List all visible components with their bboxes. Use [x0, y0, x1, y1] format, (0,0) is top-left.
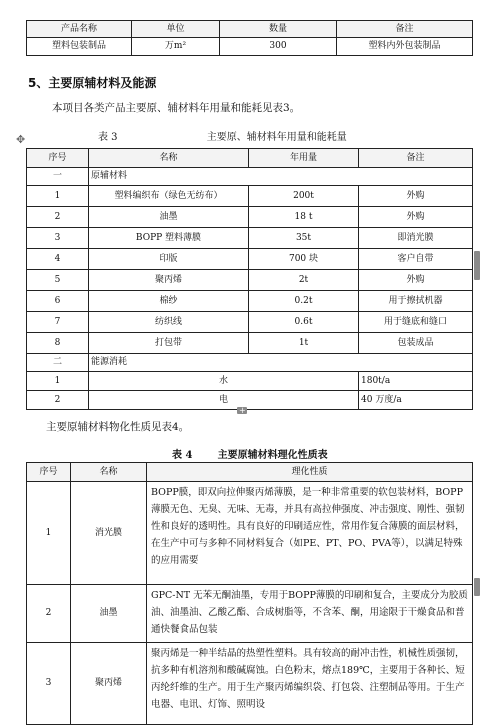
- header-cell: 序号: [27, 149, 89, 168]
- table-cell: 8: [27, 333, 89, 354]
- header-cell: 备注: [359, 149, 473, 168]
- table-cell: 200t: [249, 186, 359, 207]
- table-cell: BOPP膜，即双向拉伸聚丙烯薄膜，是一种非常重要的软包装材料，BOPP薄膜无色、无臭、无味、无毒，并具有高拉伸强度、冲击强度、刚性、强韧性和良好的透明性。具有良好的印刷适应性，常用作复合薄膜的面层材料，在生产中可与多种不同材料复合（如PE、PT、PO、PVA等），以满足特殊的应用需要: [147, 482, 473, 585]
- table-cell: 6: [27, 291, 89, 312]
- table-cell: 聚丙烯是一种半结晶的热塑性塑料。具有较高的耐冲击性，机械性质强韧，抗多种有机溶剂和酸碱腐蚀。白色粉末，熔点189℃，主要用于各种长、短丙纶纤维的生产。用于生产聚丙烯编织袋、打包袋、注塑制品等用。于生产电器、电讯、灯饰、照明设: [147, 643, 473, 725]
- table3-caption: [98, 128, 438, 143]
- table4-caption-number: 表 4: [172, 450, 193, 461]
- table-cell: 1: [27, 186, 89, 207]
- header-cell: 备注: [337, 21, 473, 38]
- table-cell: 18 t: [249, 207, 359, 228]
- table-row: [27, 291, 473, 312]
- table-cell: 1: [27, 372, 89, 391]
- table4-caption: [172, 446, 472, 461]
- table-cell: 300: [220, 38, 337, 56]
- table-cell: 0.2t: [249, 291, 359, 312]
- table-cell: 0.6t: [249, 312, 359, 333]
- header-cell: 年用量: [249, 149, 359, 168]
- table-row: [27, 585, 473, 643]
- table-cell: 一: [27, 168, 89, 186]
- table-cell: 打包带: [89, 333, 249, 354]
- table-cell: 棉纱: [89, 291, 249, 312]
- properties-table: [26, 462, 473, 725]
- table-cell: 即消光膜: [359, 228, 473, 249]
- table-cell: 电: [89, 391, 359, 410]
- table-cell: 40 万度/a: [359, 391, 473, 410]
- table-cell: GPC-NT 无苯无酮油墨，专用于BOPP薄膜的印刷和复合，主要成分为胶质油、油墨油、乙酸乙酯、合成树脂等，不含苯、酮，用途限于干燥食品和普通快餐食品包装: [147, 585, 473, 643]
- table-row: [27, 207, 473, 228]
- header-cell: 理化性质: [147, 463, 473, 482]
- column-insert-handle-icon[interactable]: [474, 262, 480, 280]
- product-table: [26, 20, 473, 56]
- table-cell: 1t: [249, 333, 359, 354]
- table-row: [27, 168, 473, 186]
- table3-caption-number: 表 3: [98, 132, 118, 143]
- section-title: 5、主要原辅材料及能源: [28, 76, 157, 90]
- table-cell: 外购: [359, 186, 473, 207]
- column-insert-handle-icon[interactable]: [474, 578, 480, 596]
- header-cell: 名称: [89, 149, 249, 168]
- materials-table-header: [27, 149, 473, 168]
- table-cell: BOPP 塑料薄膜: [89, 228, 249, 249]
- intro-paragraph: 本项目各类产品主要原、辅材料年用量和能耗见表3。: [52, 102, 301, 114]
- table-cell: 用于缝底和缝口: [359, 312, 473, 333]
- table-row: [27, 270, 473, 291]
- table-cell: 7: [27, 312, 89, 333]
- table-cell: 塑料包装制品: [27, 38, 132, 56]
- table-cell: 包装成品: [359, 333, 473, 354]
- table-cell: 纺织线: [89, 312, 249, 333]
- intro2-paragraph: 主要原辅材料物化性质见表4。: [46, 421, 190, 433]
- table-cell: 2: [27, 207, 89, 228]
- table-cell: 2: [27, 391, 89, 410]
- table-cell: 5: [27, 270, 89, 291]
- header-cell: 数量: [220, 21, 337, 38]
- materials-table: [26, 148, 473, 410]
- table-row: [27, 333, 473, 354]
- add-row-icon[interactable]: +: [239, 406, 246, 415]
- table-cell: 客户自带: [359, 249, 473, 270]
- table-row: [27, 372, 473, 391]
- table-cell: 2t: [249, 270, 359, 291]
- table-cell: 塑料编织布（绿色无纺布）: [89, 186, 249, 207]
- table-cell: 用于擦拭机器: [359, 291, 473, 312]
- header-cell: 单位: [132, 21, 220, 38]
- table-cell: 消光膜: [71, 482, 147, 585]
- table-row: [27, 354, 473, 372]
- table-row: [27, 312, 473, 333]
- product-table-header: [27, 21, 473, 38]
- table-cell: 水: [89, 372, 359, 391]
- table-cell: 能源消耗: [89, 354, 473, 372]
- table-row: [27, 38, 473, 56]
- table-cell: 180t/a: [359, 372, 473, 391]
- table-cell: 1: [27, 482, 71, 585]
- table-cell: 聚丙烯: [89, 270, 249, 291]
- header-cell: 产品名称: [27, 21, 132, 38]
- table-cell: 油墨: [71, 585, 147, 643]
- header-cell: 序号: [27, 463, 71, 482]
- table-cell: 油墨: [89, 207, 249, 228]
- table-cell: 35t: [249, 228, 359, 249]
- table3-caption-title: 主要原、辅材料年用量和能耗量: [206, 132, 347, 143]
- table-cell: 3: [27, 643, 71, 725]
- table-cell: 2: [27, 585, 71, 643]
- table-cell: 万m²: [132, 38, 220, 56]
- table4-caption-title: 主要原辅材料理化性质表: [217, 450, 328, 461]
- table-row: [27, 186, 473, 207]
- table-row: [27, 228, 473, 249]
- properties-table-header: [27, 463, 473, 482]
- table-cell: 4: [27, 249, 89, 270]
- table-cell: 塑料内外包装制品: [337, 38, 473, 56]
- table-cell: 700 块: [249, 249, 359, 270]
- table-cell: 原辅材料: [89, 168, 473, 186]
- header-cell: 名称: [71, 463, 147, 482]
- table-cell: 外购: [359, 270, 473, 291]
- table-cell: 外购: [359, 207, 473, 228]
- table-cell: 3: [27, 228, 89, 249]
- table-row: [27, 482, 473, 585]
- table-cell: 聚丙烯: [71, 643, 147, 725]
- table-cell: 二: [27, 354, 89, 372]
- table-move-handle-icon[interactable]: ✥: [16, 133, 26, 146]
- table-row: [27, 391, 473, 410]
- table-row: [27, 643, 473, 725]
- table-row: [27, 249, 473, 270]
- table-cell: 印版: [89, 249, 249, 270]
